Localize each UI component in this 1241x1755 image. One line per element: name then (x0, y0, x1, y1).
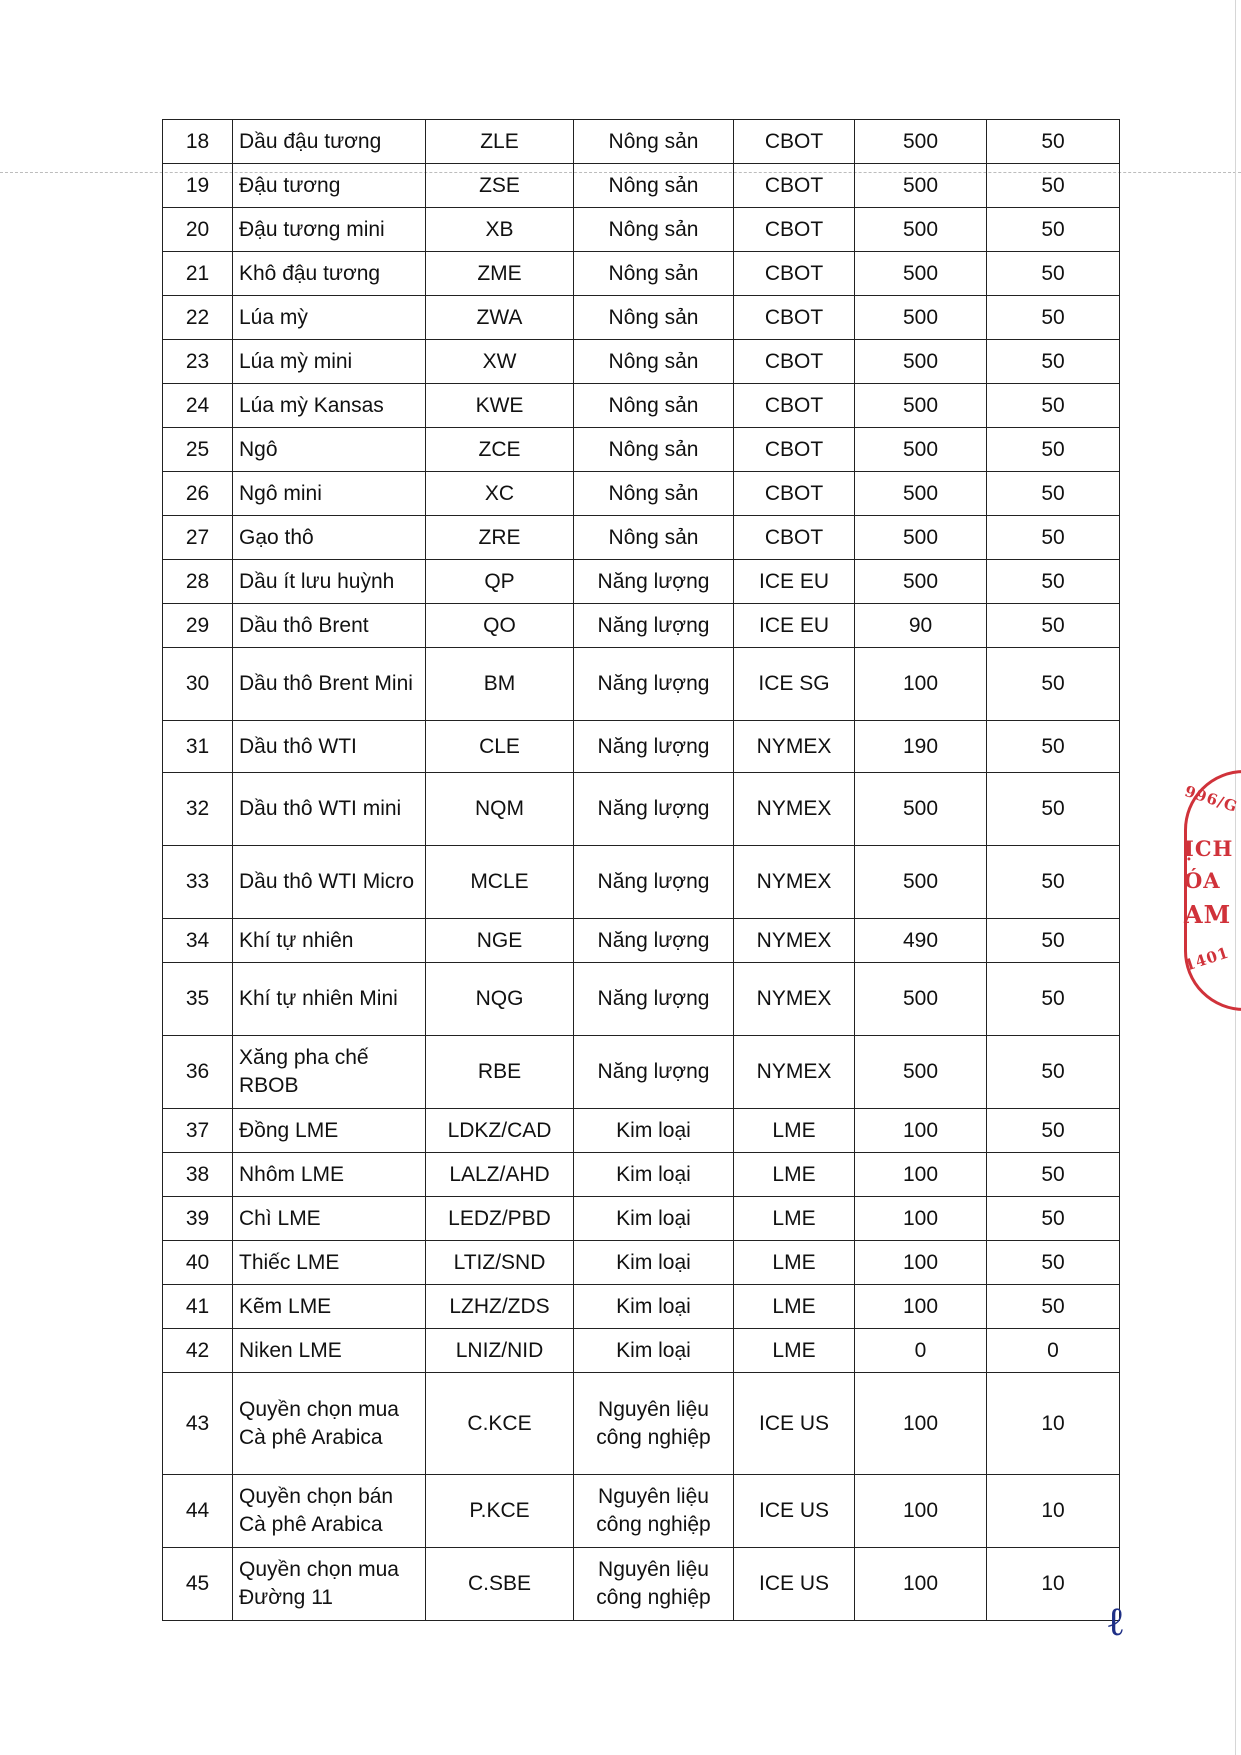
commodity-group: Kim loại (574, 1329, 734, 1373)
limit-value-2: 50 (987, 208, 1120, 252)
commodity-code: ZME (426, 252, 574, 296)
commodity-name: Đồng LME (233, 1109, 426, 1153)
table-row (163, 846, 1120, 919)
limit-value-2: 10 (987, 1475, 1120, 1548)
table-row (163, 252, 1120, 296)
limit-value-2: 0 (987, 1329, 1120, 1373)
limit-value-1: 0 (855, 1329, 987, 1373)
table-row (163, 120, 1120, 164)
commodity-name: Chì LME (233, 1197, 426, 1241)
stamp-text: AM (1184, 900, 1232, 929)
row-number: 25 (163, 428, 233, 472)
table-row (163, 773, 1120, 846)
commodity-name: Đậu tương mini (233, 208, 426, 252)
commodity-group: Nông sản (574, 384, 734, 428)
limit-value-2: 10 (987, 1548, 1120, 1621)
commodity-code: LZHZ/ZDS (426, 1285, 574, 1329)
table-row (163, 1373, 1120, 1475)
table-row (163, 1109, 1120, 1153)
commodity-code: ZSE (426, 164, 574, 208)
commodity-name: Quyền chọn mua Cà phê Arabica (233, 1373, 426, 1475)
commodity-group: Nông sản (574, 516, 734, 560)
commodity-name: Dầu thô Brent (233, 604, 426, 648)
commodity-name: Ngô mini (233, 472, 426, 516)
limit-value-2: 50 (987, 340, 1120, 384)
table-row (163, 1036, 1120, 1109)
commodity-group: Năng lượng (574, 963, 734, 1036)
commodity-group: Kim loại (574, 1241, 734, 1285)
commodity-code: C.KCE (426, 1373, 574, 1475)
row-number: 44 (163, 1475, 233, 1548)
limit-value-1: 500 (855, 560, 987, 604)
commodity-code: P.KCE (426, 1475, 574, 1548)
commodity-name: Khí tự nhiên (233, 919, 426, 963)
limit-value-1: 100 (855, 1475, 987, 1548)
commodity-code: RBE (426, 1036, 574, 1109)
row-number: 34 (163, 919, 233, 963)
commodity-name: Dầu đậu tương (233, 120, 426, 164)
limit-value-2: 50 (987, 252, 1120, 296)
exchange-name: CBOT (734, 252, 855, 296)
commodity-name: Nhôm LME (233, 1153, 426, 1197)
commodity-name: Gạo thô (233, 516, 426, 560)
commodity-name: Ngô (233, 428, 426, 472)
red-seal-stamp (1170, 770, 1241, 1005)
exchange-name: LME (734, 1241, 855, 1285)
table-row (163, 1548, 1120, 1621)
limit-value-2: 50 (987, 963, 1120, 1036)
exchange-name: NYMEX (734, 773, 855, 846)
row-number: 40 (163, 1241, 233, 1285)
table-row (163, 428, 1120, 472)
row-number: 23 (163, 340, 233, 384)
commodity-group: Nông sản (574, 164, 734, 208)
commodity-name: Lúa mỳ Kansas (233, 384, 426, 428)
commodity-code: XW (426, 340, 574, 384)
exchange-name: ICE SG (734, 648, 855, 721)
exchange-name: ICE US (734, 1373, 855, 1475)
limit-value-2: 10 (987, 1373, 1120, 1475)
exchange-name: ICE US (734, 1548, 855, 1621)
limit-value-1: 500 (855, 164, 987, 208)
exchange-name: ICE EU (734, 604, 855, 648)
limit-value-2: 50 (987, 1153, 1120, 1197)
limit-value-2: 50 (987, 1241, 1120, 1285)
row-number: 33 (163, 846, 233, 919)
commodity-group: Nông sản (574, 120, 734, 164)
limit-value-1: 100 (855, 1548, 987, 1621)
limit-value-2: 50 (987, 721, 1120, 773)
commodity-group: Nông sản (574, 208, 734, 252)
table-row (163, 963, 1120, 1036)
exchange-name: LME (734, 1109, 855, 1153)
row-number: 22 (163, 296, 233, 340)
commodity-code: QP (426, 560, 574, 604)
row-number: 18 (163, 120, 233, 164)
row-number: 29 (163, 604, 233, 648)
commodity-code: CLE (426, 721, 574, 773)
commodity-code: ZLE (426, 120, 574, 164)
table-row (163, 560, 1120, 604)
table-row (163, 296, 1120, 340)
limit-value-2: 50 (987, 604, 1120, 648)
row-number: 45 (163, 1548, 233, 1621)
commodity-name: Kẽm LME (233, 1285, 426, 1329)
limit-value-1: 100 (855, 1109, 987, 1153)
exchange-name: LME (734, 1153, 855, 1197)
limit-value-1: 500 (855, 516, 987, 560)
limit-value-2: 50 (987, 428, 1120, 472)
commodity-group: Nông sản (574, 340, 734, 384)
stamp-text: 1401 (1182, 943, 1232, 975)
commodity-group: Kim loại (574, 1197, 734, 1241)
commodity-group: Nguyên liệu công nghiệp (574, 1548, 734, 1621)
commodity-name: Dầu thô WTI Micro (233, 846, 426, 919)
table-row (163, 604, 1120, 648)
commodity-name: Dầu thô WTI (233, 721, 426, 773)
table-row (163, 164, 1120, 208)
exchange-name: CBOT (734, 428, 855, 472)
commodity-table (162, 119, 1120, 1621)
commodity-code: LNIZ/NID (426, 1329, 574, 1373)
row-number: 43 (163, 1373, 233, 1475)
limit-value-1: 500 (855, 428, 987, 472)
commodity-group: Năng lượng (574, 846, 734, 919)
commodity-code: XB (426, 208, 574, 252)
commodity-code: BM (426, 648, 574, 721)
exchange-name: LME (734, 1329, 855, 1373)
limit-value-1: 100 (855, 1241, 987, 1285)
table-row (163, 919, 1120, 963)
commodity-name: Quyền chọn mua Đường 11 (233, 1548, 426, 1621)
commodity-code: NQM (426, 773, 574, 846)
commodity-group: Năng lượng (574, 648, 734, 721)
commodity-name: Quyền chọn bán Cà phê Arabica (233, 1475, 426, 1548)
commodity-group: Năng lượng (574, 1036, 734, 1109)
limit-value-1: 500 (855, 208, 987, 252)
table-row (163, 1329, 1120, 1373)
limit-value-1: 500 (855, 846, 987, 919)
row-number: 32 (163, 773, 233, 846)
exchange-name: CBOT (734, 164, 855, 208)
commodity-name: Khí tự nhiên Mini (233, 963, 426, 1036)
limit-value-2: 50 (987, 516, 1120, 560)
exchange-name: CBOT (734, 208, 855, 252)
commodity-code: LALZ/AHD (426, 1153, 574, 1197)
commodity-group: Năng lượng (574, 604, 734, 648)
commodity-code: LEDZ/PBD (426, 1197, 574, 1241)
commodity-code: LTIZ/SND (426, 1241, 574, 1285)
limit-value-1: 100 (855, 1285, 987, 1329)
limit-value-1: 500 (855, 340, 987, 384)
commodity-name: Lúa mỳ (233, 296, 426, 340)
row-number: 19 (163, 164, 233, 208)
row-number: 28 (163, 560, 233, 604)
limit-value-1: 500 (855, 384, 987, 428)
exchange-name: CBOT (734, 296, 855, 340)
commodity-code: LDKZ/CAD (426, 1109, 574, 1153)
stamp-text: ÓA (1184, 868, 1221, 893)
commodity-code: ZWA (426, 296, 574, 340)
commodity-group: Năng lượng (574, 560, 734, 604)
table-row (163, 1285, 1120, 1329)
limit-value-2: 50 (987, 648, 1120, 721)
row-number: 21 (163, 252, 233, 296)
row-number: 30 (163, 648, 233, 721)
exchange-name: NYMEX (734, 846, 855, 919)
row-number: 37 (163, 1109, 233, 1153)
limit-value-1: 490 (855, 919, 987, 963)
commodity-group: Kim loại (574, 1153, 734, 1197)
limit-value-2: 50 (987, 919, 1120, 963)
exchange-name: LME (734, 1285, 855, 1329)
commodity-group: Năng lượng (574, 721, 734, 773)
table-row (163, 208, 1120, 252)
limit-value-1: 100 (855, 648, 987, 721)
row-number: 36 (163, 1036, 233, 1109)
row-number: 39 (163, 1197, 233, 1241)
exchange-name: CBOT (734, 472, 855, 516)
table-body (163, 120, 1120, 1621)
commodity-code: ZCE (426, 428, 574, 472)
commodity-group: Nguyên liệu công nghiệp (574, 1475, 734, 1548)
limit-value-1: 100 (855, 1197, 987, 1241)
limit-value-1: 100 (855, 1373, 987, 1475)
exchange-name: CBOT (734, 340, 855, 384)
commodity-name: Dầu thô WTI mini (233, 773, 426, 846)
row-number: 35 (163, 963, 233, 1036)
limit-value-1: 90 (855, 604, 987, 648)
commodity-code: ZRE (426, 516, 574, 560)
commodity-name: Lúa mỳ mini (233, 340, 426, 384)
table-row (163, 384, 1120, 428)
limit-value-2: 50 (987, 1197, 1120, 1241)
commodity-group: Năng lượng (574, 919, 734, 963)
limit-value-2: 50 (987, 560, 1120, 604)
commodity-name: Dầu thô Brent Mini (233, 648, 426, 721)
row-number: 31 (163, 721, 233, 773)
row-number: 26 (163, 472, 233, 516)
commodity-name: Đậu tương (233, 164, 426, 208)
limit-value-2: 50 (987, 120, 1120, 164)
commodity-group: Nông sản (574, 472, 734, 516)
table-row (163, 1241, 1120, 1285)
table-row (163, 721, 1120, 773)
limit-value-2: 50 (987, 1109, 1120, 1153)
commodity-code: NGE (426, 919, 574, 963)
commodity-code: C.SBE (426, 1548, 574, 1621)
row-number: 42 (163, 1329, 233, 1373)
commodity-code: XC (426, 472, 574, 516)
commodity-code: NQG (426, 963, 574, 1036)
commodity-group: Nông sản (574, 296, 734, 340)
table-row (163, 516, 1120, 560)
limit-value-1: 500 (855, 252, 987, 296)
commodity-group: Kim loại (574, 1109, 734, 1153)
limit-value-1: 500 (855, 1036, 987, 1109)
commodity-name: Thiếc LME (233, 1241, 426, 1285)
limit-value-1: 190 (855, 721, 987, 773)
row-number: 24 (163, 384, 233, 428)
limit-value-1: 500 (855, 120, 987, 164)
table-row (163, 1475, 1120, 1548)
row-number: 41 (163, 1285, 233, 1329)
limit-value-2: 50 (987, 472, 1120, 516)
exchange-name: LME (734, 1197, 855, 1241)
exchange-name: NYMEX (734, 963, 855, 1036)
table-row (163, 340, 1120, 384)
exchange-name: ICE EU (734, 560, 855, 604)
row-number: 27 (163, 516, 233, 560)
limit-value-2: 50 (987, 773, 1120, 846)
signature-mark: ℓ (1106, 1599, 1126, 1645)
limit-value-2: 50 (987, 1285, 1120, 1329)
exchange-name: CBOT (734, 516, 855, 560)
commodity-name: Xăng pha chế RBOB (233, 1036, 426, 1109)
commodity-group: Năng lượng (574, 773, 734, 846)
table-row (163, 472, 1120, 516)
limit-value-1: 500 (855, 296, 987, 340)
exchange-name: ICE US (734, 1475, 855, 1548)
commodity-name: Khô đậu tương (233, 252, 426, 296)
limit-value-2: 50 (987, 1036, 1120, 1109)
limit-value-2: 50 (987, 384, 1120, 428)
table-row (163, 648, 1120, 721)
table-row (163, 1153, 1120, 1197)
exchange-name: CBOT (734, 120, 855, 164)
commodity-code: KWE (426, 384, 574, 428)
row-number: 20 (163, 208, 233, 252)
stamp-text: 996/G (1182, 782, 1241, 816)
commodity-group: Nông sản (574, 252, 734, 296)
commodity-group: Nguyên liệu công nghiệp (574, 1373, 734, 1475)
exchange-name: CBOT (734, 384, 855, 428)
stamp-text: ỊCH (1184, 836, 1234, 861)
limit-value-2: 50 (987, 164, 1120, 208)
limit-value-1: 500 (855, 963, 987, 1036)
commodity-name: Dầu ít lưu huỳnh (233, 560, 426, 604)
commodity-name: Niken LME (233, 1329, 426, 1373)
commodity-code: QO (426, 604, 574, 648)
exchange-name: NYMEX (734, 721, 855, 773)
row-number: 38 (163, 1153, 233, 1197)
exchange-name: NYMEX (734, 919, 855, 963)
table-row (163, 1197, 1120, 1241)
commodity-code: MCLE (426, 846, 574, 919)
commodity-group: Kim loại (574, 1285, 734, 1329)
exchange-name: NYMEX (734, 1036, 855, 1109)
commodity-group: Nông sản (574, 428, 734, 472)
limit-value-2: 50 (987, 296, 1120, 340)
limit-value-1: 500 (855, 773, 987, 846)
limit-value-2: 50 (987, 846, 1120, 919)
limit-value-1: 500 (855, 472, 987, 516)
limit-value-1: 100 (855, 1153, 987, 1197)
